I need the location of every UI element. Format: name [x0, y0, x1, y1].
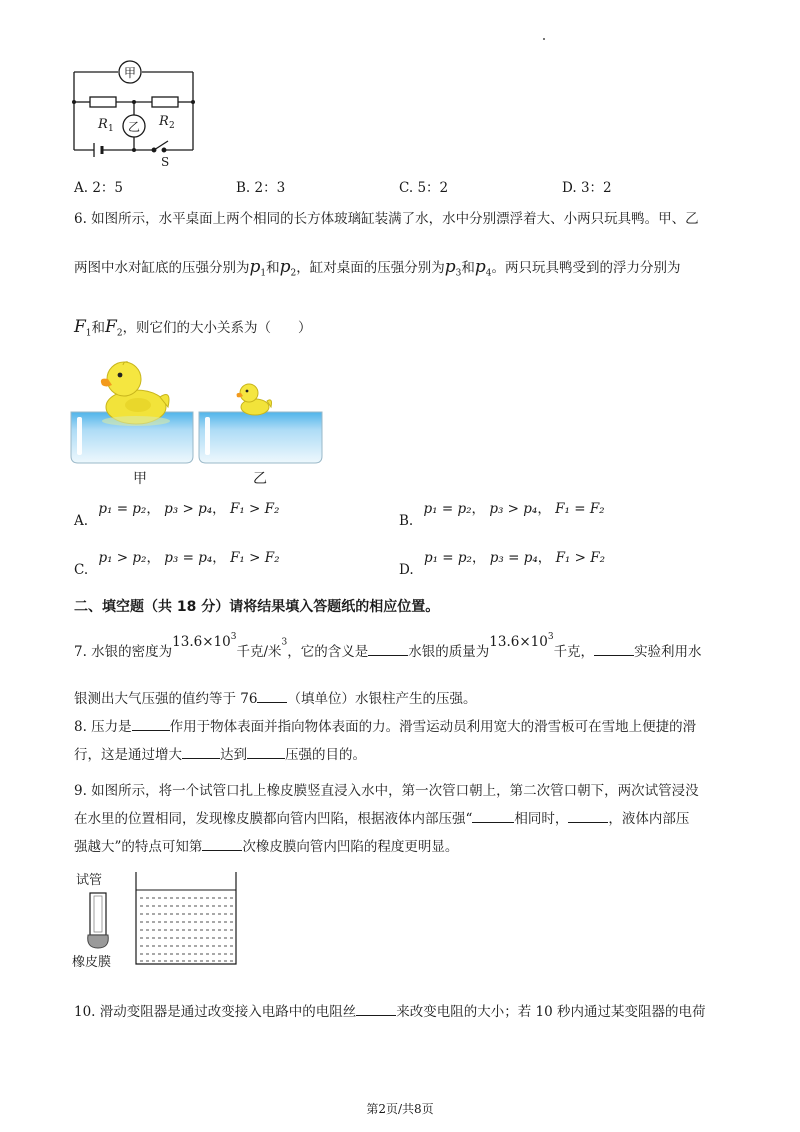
test-tube-icon [88, 893, 109, 948]
label-test-tube: 试管 [76, 873, 103, 888]
q10-line1: 10. 滑动变阻器是通过改变接入电路中的电阻丝 来改变电阻的大小；若 10 秒内通过某变阻器的电荷 [74, 1004, 706, 1020]
resistor-r1 [90, 97, 116, 107]
meter-yi-label: 乙 [127, 120, 141, 134]
resistor-r2 [152, 97, 178, 107]
meter-jia-label: 甲 [123, 66, 137, 80]
q5-option-b: B. 2：3 [236, 180, 286, 196]
q6-line1: 6. 如图所示，水平桌面上两个相同的长方体玻璃缸装满了水，水中分别漂浮着大、小两只玩具鸭。甲、乙 [74, 211, 699, 227]
r2-sub: 2 [169, 121, 175, 131]
r1-label: R [98, 117, 108, 132]
q5-option-a: A. 2：5 [74, 180, 124, 196]
q9-line2: 在水里的位置相同，发现橡皮膜都向管内凹陷，根据液体内部压强“ 相同时， ，液体内部压 [74, 811, 690, 827]
q9-line1: 9. 如图所示，将一个试管口扎上橡皮膜竖直浸入水中，第一次管口朝上，第二次管口朝下，两次试管浸没 [74, 783, 699, 799]
q6-line3: $F_1$和$F_2$，则它们的大小关系为（ ） [74, 317, 312, 339]
switch-icon [152, 141, 168, 152]
page-dot [543, 38, 545, 40]
big-duck-icon [101, 362, 170, 426]
switch-label: S [161, 155, 170, 169]
small-duck-icon [237, 384, 272, 415]
page-footer: 第2页/共8页 [366, 1102, 434, 1116]
circuit-diagram [60, 55, 210, 170]
test-tube-figure [68, 868, 248, 973]
label-yi: 乙 [253, 471, 267, 487]
q6-option-d: D. p₁ = p₂， p₃ = p₄， F₁ > F₂ [399, 550, 606, 578]
q8-line2: 行，这是通过增大 达到 压强的目的。 [74, 747, 366, 763]
q7-line2: 银测出大气压强的值约等于 76 （填单位）水银柱产生的压强。 [74, 691, 477, 707]
battery-icon [94, 143, 102, 157]
q5-option-d: D. 3：2 [562, 180, 612, 196]
q6-option-c: C. p₁ > p₂， p₃ = p₄， F₁ > F₂ [74, 550, 280, 578]
q6-line2: 两图中水对缸底的压强分别为$p_1$和$p_2$，缸对桌面的压强分别为$p_3$和$p_4$。两只玩具鸭受到的浮力分别为 [74, 257, 681, 279]
label-jia: 甲 [133, 471, 147, 487]
q5-option-c: C. 5：2 [399, 180, 449, 196]
duck-tanks-figure [68, 355, 328, 490]
label-membrane: 橡皮膜 [72, 955, 112, 970]
q8-line1: 8. 压力是 作用于物体表面并指向物体表面的力。滑雪运动员利用宽大的滑雪板可在雪地上便捷的滑 [74, 719, 697, 735]
q6-option-b: B. p₁ = p₂， p₃ > p₄， F₁ = F₂ [399, 501, 605, 529]
q9-line3: 强越大”的特点可知第 次橡皮膜向管内凹陷的程度更明显。 [74, 839, 459, 855]
q7-line1: 7. 水银的密度为$13.6\times 10^3$千克/米$^3$，它的含义是 水银的质量为$13.6\times 10^3$千克， 实验利用水 [74, 631, 702, 660]
tank-right [199, 412, 322, 463]
r1-sub: 1 [108, 124, 114, 134]
q6-option-a: A. p₁ = p₂， p₃ > p₄， F₁ > F₂ [74, 501, 280, 529]
water-container-icon [136, 872, 236, 964]
section-heading: 二、填空题（共 18 分）请将结果填入答题纸的相应位置。 [74, 599, 440, 615]
r2-label: R [159, 114, 169, 129]
